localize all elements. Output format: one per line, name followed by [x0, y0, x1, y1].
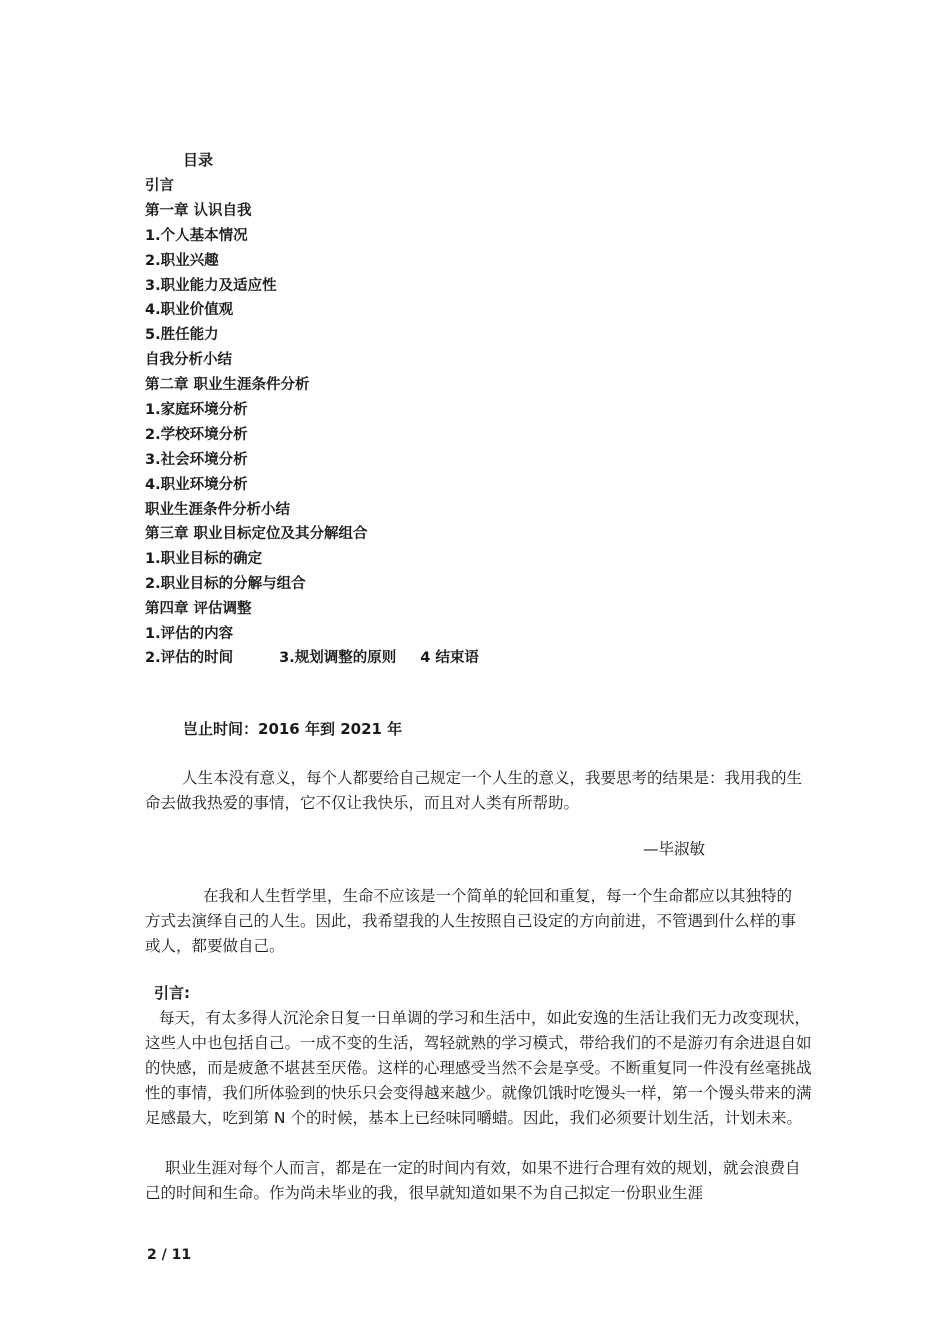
- page-number: 2 / 11: [147, 1247, 192, 1263]
- toc-item[interactable]: 1.评估的内容: [145, 626, 234, 643]
- toc-item[interactable]: 1.职业目标的确定: [145, 551, 263, 568]
- toc-item[interactable]: 2.职业目标的分解与组合: [145, 576, 306, 593]
- toc-item[interactable]: 2.职业兴趣: [145, 252, 219, 269]
- quote-attribution: —毕淑敏: [643, 840, 706, 858]
- toc-item[interactable]: 2.学校环境分析: [145, 426, 248, 443]
- toc-list: [145, 174, 368, 647]
- intro-paragraph-1: 每天，有太多得人沉沦余日复一日单调的学习和生活中，如此安逸的生活让我们无力改变现状，这些人中也包括自己。一成不变的生活，驾轻就熟的学习模式，带给我们的不是游刃有余进退自如的快感，而是疲惫不堪甚至厌倦。这样的心理感受当然不会是享受。不断重复同一件没有丝毫挑战性的事情，我们所体验到的快乐只会变得越来越少。就像饥饿时吃馒头一样，第一个馒头带来的满足感最大，吃到第 N 个的时候，基本上已经味同嚼蜡。因此，我们必须要计划生活，计划未来。: [145, 1009, 812, 1127]
- toc-item[interactable]: 自我分析小结: [145, 352, 232, 369]
- toc-item[interactable]: 引言: [145, 178, 174, 194]
- toc-item[interactable]: 2.评估的时间: [145, 650, 234, 666]
- toc-item[interactable]: 4.职业价值观: [145, 302, 234, 319]
- toc-last-line: [145, 647, 479, 669]
- toc-item[interactable]: 第四章 评估调整: [145, 601, 252, 618]
- toc-item[interactable]: 第二章 职业生涯条件分析: [145, 377, 310, 394]
- toc-item[interactable]: 3.社会环境分析: [145, 451, 248, 468]
- intro-paragraph-2: 职业生涯对每个人而言，都是在一定的时间内有效，如果不进行合理有效的规划，就会浪费自己的时间和生命。作为尚未毕业的我，很早就知道如果不为自己拟定一份职业生涯: [145, 1159, 801, 1202]
- toc-item[interactable]: 4.职业环境分析: [145, 476, 248, 493]
- toc-title: 目录: [183, 151, 214, 169]
- toc-item[interactable]: 职业生涯条件分析小结: [145, 501, 290, 518]
- toc-item[interactable]: 第三章 职业目标定位及其分解组合: [145, 526, 368, 543]
- philosophy-paragraph: 在我和人生哲学里，生命不应该是一个简单的轮回和重复，每一个生命都应以其独特的方式去演绎自己的人生。因此，我希望我的人生按照自己设定的方向前进，不管遇到什么样的事或人，都要做自己。: [145, 887, 797, 955]
- plan-period: 岂止时间：2016 年到 2021 年: [183, 720, 403, 738]
- toc-item[interactable]: 5.胜任能力: [145, 327, 219, 344]
- intro-heading: 引言:: [154, 984, 190, 1002]
- toc-item[interactable]: 3.职业能力及适应性: [145, 277, 277, 294]
- quote-text: 人生本没有意义，每个人都要给自己规定一个人生的意义，我要思考的结果是：我用我的生命去做我热爱的事情，它不仅让我快乐，而且对人类有所帮助。: [145, 769, 803, 812]
- toc-item[interactable]: 1.个人基本情况: [145, 227, 248, 244]
- toc-item[interactable]: 4 结束语: [420, 650, 479, 666]
- toc-item[interactable]: 1.家庭环境分析: [145, 402, 248, 419]
- toc-item[interactable]: 3.规划调整的原则: [279, 650, 397, 666]
- toc-item[interactable]: 第一章 认识自我: [145, 202, 252, 219]
